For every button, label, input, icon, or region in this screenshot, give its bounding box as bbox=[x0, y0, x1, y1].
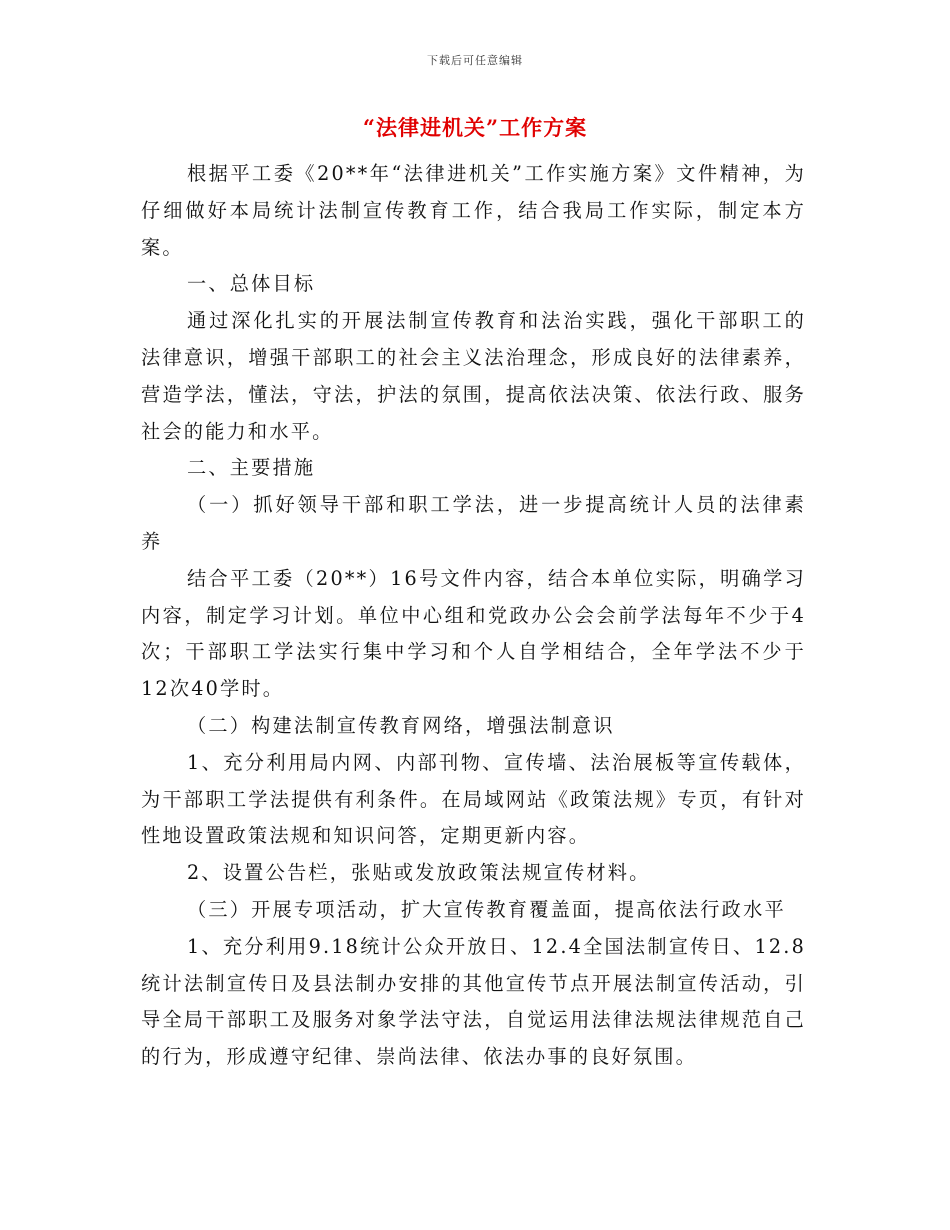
document-title: “法律进机关”工作方案 bbox=[362, 115, 588, 140]
section-heading-goals: 一、总体目标 bbox=[187, 272, 316, 296]
subsection-heading-1: （一）抓好领导干部和职工学法，进一步提高统计人员的法律素养 bbox=[141, 493, 806, 553]
measure-2-item-1: 1、充分利用局内网、内部刊物、宣传墙、法治展板等宣传载体，为干部职工学法提供有利条件。在局域网站《政策法规》专页，有针对性地设置政策法规和知识问答，定期更新内容。 bbox=[141, 750, 806, 848]
header-note: 下载后可任意编辑 bbox=[427, 54, 523, 67]
subsection-heading-3: （三）开展专项活动，扩大宣传教育覆盖面，提高依法行政水平 bbox=[187, 897, 786, 921]
measure-1-paragraph: 结合平工委（20**）16号文件内容，结合本单位实际，明确学习内容，制定学习计划。单位中心组和党政办公会会前学法每年不少于4次；干部职工学法实行集中学习和个人自学相结合，全年学法不少于12次40学时。 bbox=[141, 566, 806, 701]
measure-2-item-2: 2、设置公告栏，张贴或发放政策法规宣传材料。 bbox=[187, 861, 651, 885]
intro-paragraph: 根据平工委《20**年“法律进机关”工作实施方案》文件精神，为仔细做好本局统计法制宣传教育工作，结合我局工作实际，制定本方案。 bbox=[141, 162, 806, 259]
measure-3-item-1: 1、充分利用9.18统计公众开放日、12.4全国法制宣传日、12.8统计法制宣传日及县法制办安排的其他宣传节点开展法制宣传活动，引导全局干部职工及服务对象学法守法，自觉运用法律法规法律规范自己的行为，形成遵守纪律、崇尚法律、依法办事的良好氛围。 bbox=[141, 934, 806, 1069]
subsection-heading-2: （二）构建法制宣传教育网络，增强法制意识 bbox=[187, 713, 615, 737]
section-heading-measures: 二、主要措施 bbox=[187, 456, 316, 480]
goals-paragraph: 通过深化扎实的开展法制宣传教育和法治实践，强化干部职工的法律意识，增强干部职工的社会主义法治理念，形成良好的法律素养，营造学法，懂法，守法，护法的氛围，提高依法决策、依法行政、服务社会的能力和水平。 bbox=[141, 309, 806, 443]
document-body bbox=[141, 156, 806, 1076]
